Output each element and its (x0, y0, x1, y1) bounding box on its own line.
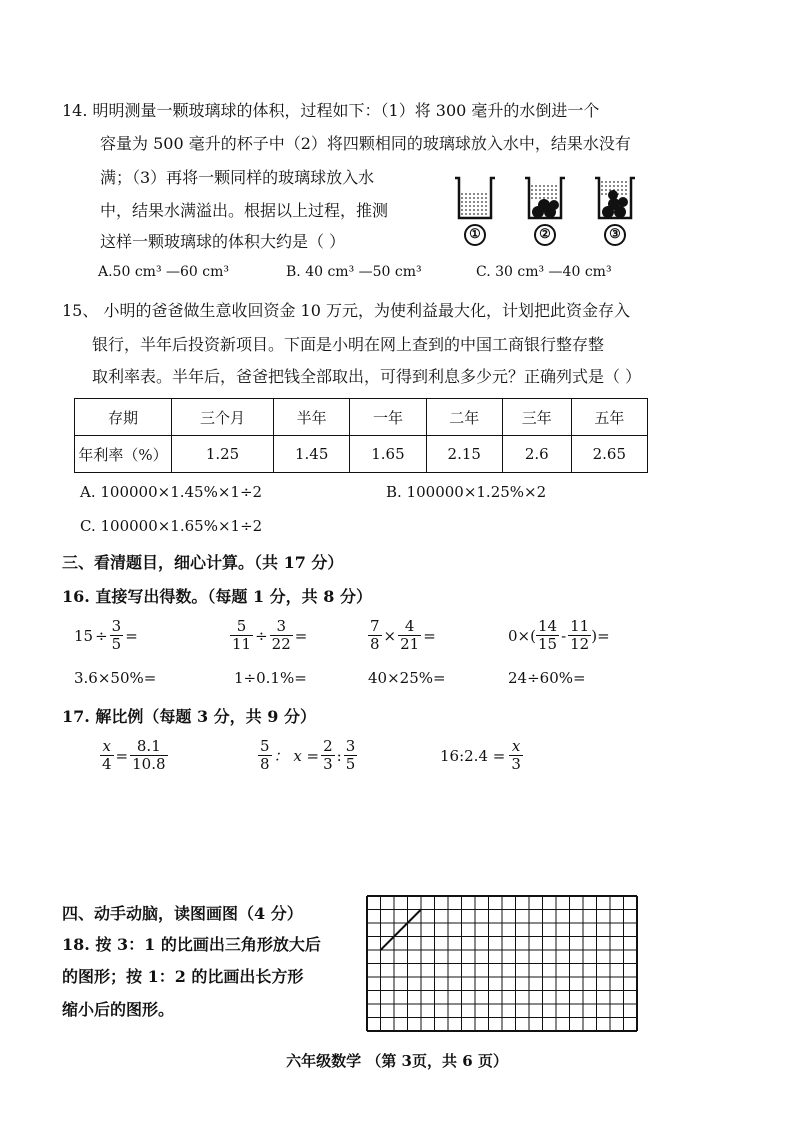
prefix: 16:2.4 = (440, 746, 506, 765)
table-header-row (75, 399, 648, 436)
q15-line-1: 15、 小明的爸爸做生意收回资金 10 万元，为使利益最大化，计划把此资金存入 (62, 301, 630, 320)
denominator: 8 (260, 755, 270, 773)
equals: = (423, 626, 436, 645)
numerator: 8.1 (136, 737, 161, 755)
operator: ÷ (255, 626, 268, 645)
q16-expr-5: 3.6×50%= (74, 669, 157, 687)
q15-option-a: A. 100000×1.45%×1÷2 (80, 483, 263, 501)
q16-expr-6: 1÷0.1%= (234, 669, 307, 687)
denominator: 21 (400, 635, 420, 653)
table-cell: 2.65 (571, 436, 647, 473)
table-cell: 1.25 (172, 436, 274, 473)
operator: ÷ (95, 626, 108, 645)
figure-label-1: ① (464, 224, 486, 246)
denominator: 5 (111, 635, 122, 653)
q17-title: 17. 解比例（每题 3 分，共 9 分） (62, 707, 316, 726)
q16-expr-3 (368, 618, 438, 653)
numerator: 7 (370, 617, 380, 635)
numerator: 11 (570, 617, 590, 635)
q16-expr-7: 40×25%= (368, 669, 446, 687)
fraction (509, 738, 523, 773)
q17-proportion-3 (440, 738, 523, 773)
numerator: 14 (537, 617, 558, 635)
denominator: 11 (232, 635, 252, 653)
q16-expr-8: 24÷60%= (508, 669, 586, 687)
q14-option-a: A.50 cm³ —60 cm³ (98, 264, 229, 280)
q15-line-3: 取利率表。半年后，爸爸把钱全部取出，可得到利息多少元？正确列式是（ ） (92, 367, 642, 386)
q15-option-c: C. 100000×1.65%×1÷2 (80, 517, 263, 535)
operand: 15 (74, 626, 94, 645)
q14-line-2: 容量为 500 毫升的杯子中（2）将四颗相同的玻璃球放入水中，结果水没有 (100, 134, 631, 153)
beaker-3 (595, 178, 635, 218)
interest-rate-table (74, 398, 648, 473)
denominator: 12 (570, 635, 590, 653)
fraction (568, 618, 591, 653)
q17-proportion-1 (100, 738, 168, 773)
fraction (270, 618, 293, 653)
page-footer: 六年级数学 （第 3页，共 6 页） (286, 1052, 508, 1070)
denominator: 3 (511, 755, 521, 773)
equals: = (294, 626, 308, 645)
prefix: 0×( (508, 626, 536, 645)
table-cell: 年利率（%） (75, 436, 172, 473)
numerator: x (511, 737, 521, 755)
fraction (536, 618, 559, 653)
numerator: 3 (345, 737, 356, 755)
figure-label-3: ③ (604, 224, 626, 246)
q14-line-1: 14. 明明测量一颗玻璃球的体积，过程如下：（1）将 300 毫升的水倒进一个 (62, 101, 600, 120)
denominator: 10.8 (132, 755, 166, 773)
triangle-shape (381, 910, 422, 951)
table-row (75, 436, 648, 473)
q16-expr-1 (74, 618, 140, 653)
fraction (230, 618, 253, 653)
denominator: 3 (323, 755, 333, 773)
numerator: 5 (260, 737, 270, 755)
q18-line-2: 的图形；按 1：2 的比画出长方形 (62, 967, 304, 986)
denominator: 8 (370, 635, 380, 653)
q14-line-4: 中，结果水满溢出。根据以上过程，推测 (100, 201, 389, 220)
fraction (100, 738, 114, 773)
q15-line-2: 银行，半年后投资新项目。下面是小明在网上查到的中国工商银行整存整 (92, 335, 605, 354)
denominator: 22 (271, 635, 291, 653)
table-cell: 一年 (350, 399, 426, 436)
numerator: 3 (111, 617, 122, 635)
fraction (344, 738, 358, 773)
table-cell: 三个月 (172, 399, 274, 436)
q16-expr-4 (508, 618, 610, 653)
numerator: 3 (276, 617, 286, 635)
operator: × (383, 626, 397, 645)
beaker-2 (525, 178, 565, 218)
q14-option-b: B. 40 cm³ —50 cm³ (286, 264, 422, 280)
table-cell: 1.65 (350, 436, 426, 473)
fraction (321, 738, 335, 773)
q17-proportion-2 (258, 738, 357, 773)
table-cell: 存期 (75, 399, 172, 436)
numerator: 4 (404, 617, 415, 635)
middle-text: ： x = (273, 747, 320, 765)
equals: = (115, 746, 129, 765)
suffix: )= (591, 626, 610, 645)
q14-line-5: 这样一颗玻璃球的体积大约是（ ） (100, 232, 346, 251)
table-cell: 二年 (426, 399, 502, 436)
beaker-1 (455, 178, 495, 218)
fraction (398, 618, 421, 653)
numerator: 5 (236, 617, 247, 635)
q18-line-3: 缩小后的图形。 (62, 1000, 175, 1019)
q15-option-b: B. 100000×1.25%×2 (386, 483, 547, 501)
q16-title: 16. 直接写出得数。（每题 1 分，共 8 分） (62, 587, 372, 606)
figure-label-2: ② (534, 224, 556, 246)
table-cell: 2.15 (426, 436, 502, 473)
q14-line-3: 满；（3）再将一颗同样的玻璃球放入水 (100, 168, 375, 187)
fraction (258, 738, 272, 773)
numerator: x (102, 737, 111, 755)
equals: = (125, 626, 138, 645)
q14-option-c: C. 30 cm³ —40 cm³ (476, 264, 612, 280)
drawing-grid[interactable] (366, 895, 642, 1035)
numerator: 2 (323, 737, 333, 755)
fraction (110, 618, 124, 653)
q18-line-1: 18. 按 3：1 的比画出三角形放大后 (62, 935, 321, 954)
operator: - (561, 626, 567, 645)
fraction (368, 618, 382, 653)
table-cell: 三年 (502, 399, 571, 436)
denominator: 4 (102, 755, 112, 773)
table-cell: 半年 (274, 399, 350, 436)
table-cell: 五年 (571, 399, 647, 436)
denominator: 15 (537, 635, 558, 653)
colon: : (336, 746, 342, 765)
denominator: 5 (345, 755, 356, 773)
q16-expr-2 (230, 618, 309, 653)
fraction (130, 738, 167, 773)
section-3-title: 三、看清题目，细心计算。（共 17 分） (62, 553, 344, 572)
table-cell: 1.45 (274, 436, 350, 473)
section-4-title: 四、动手动脑，读图画图（4 分） (62, 904, 303, 923)
table-cell: 2.6 (502, 436, 571, 473)
